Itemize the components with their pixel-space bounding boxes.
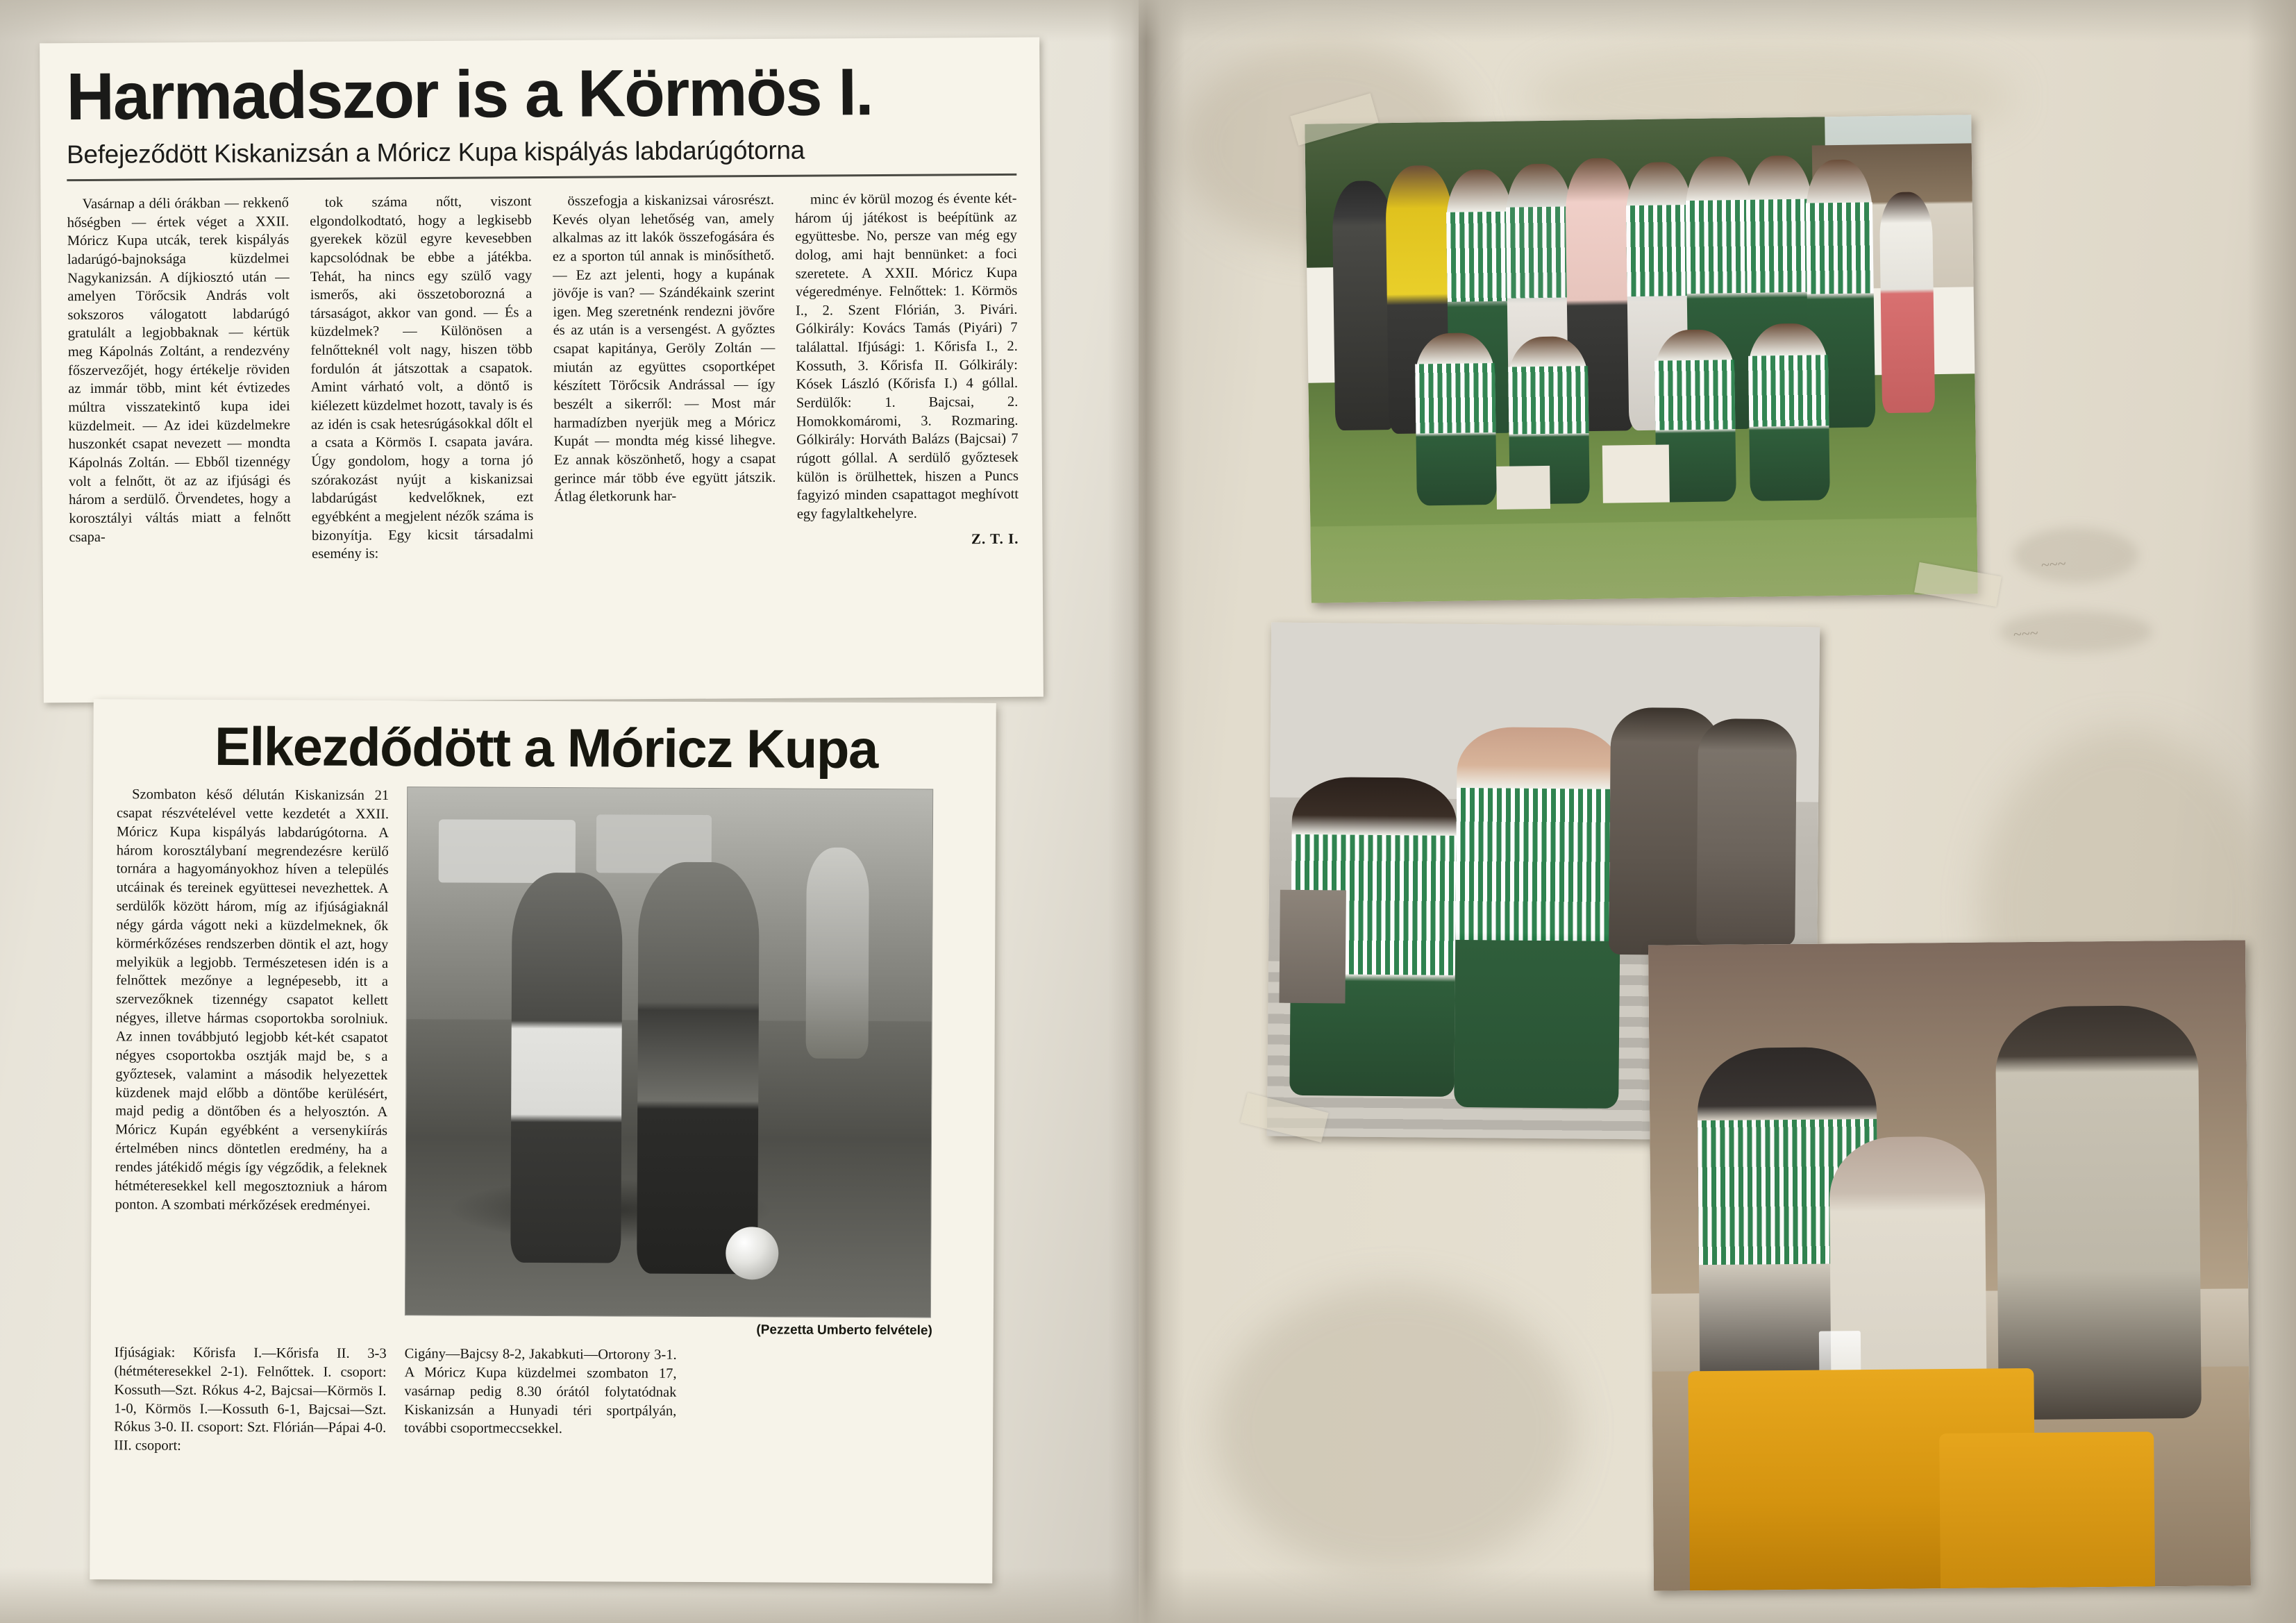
chair xyxy=(1939,1431,2156,1588)
pencil-mark: ~~~ xyxy=(2013,623,2039,644)
second-article-title: Elkezdődött a Móricz Kupa xyxy=(214,715,878,780)
page-title: Harmadszor is a Körmös I. xyxy=(66,55,873,135)
person-background xyxy=(1696,718,1797,945)
article-clipping-main xyxy=(40,37,1044,703)
album-right-edge xyxy=(2247,0,2296,1623)
article-signature: Z. T. I. xyxy=(971,530,1019,547)
article-column xyxy=(310,192,534,564)
article-column xyxy=(795,190,1019,561)
paragraph: Vasárnap a déli órákban — rekkenő hőségben — értek véget a XXII. Móricz Kupa utcák, terek kispályás ladarúgó-bajnoksága küzdelmei Nagykanizsán. A díjkiosztó után — amelyen Törőcsik András volt sokszoros válogatott labdarúgó gratulált a legjobbaknak — kértük meg Kápolnás Zoltánt, a rendezvény főszervezőjét, hogy értékelje röviden az immár több, mint két évtizedes múltra visszatekintő kupa idei küzdelmeit. — Az idei küzdelmekre huszonkét csapat nevezett — mondta Kápolnás Zoltán. — Ebből tizennégy volt a felnőtt, öt az az ifjúsági és három a serdülő. Örvendetes, hogy a korosztályi váltás miatt a felnőtt csapa- xyxy=(67,195,291,545)
divider xyxy=(67,174,1016,181)
equipment xyxy=(1279,889,1346,1003)
album-gutter xyxy=(1108,0,1184,1623)
photo-credit: (Pezzetta Umberto felvétele) xyxy=(756,1322,932,1338)
person-standing xyxy=(1454,727,1622,1109)
results-column-right: Cigány—Bajcsy 8-2, Jakabkuti—Ortorony 3-1. A Móricz Kupa küzdelmei szombaton 17, vasárnap pedig 8.30 órától folytatódnak Kiskanizsán a Hunyadi téri sportpályán, további csoportmeccsekkel. xyxy=(404,1346,677,1437)
paragraph: minc év körül mozog és évente két-három új játékost is beépítünk az együttesbe. No, persze van még egy dolog, ami hajt bennünket: a foci szeretete. A XXII. Móricz Kupa végeredménye. Felnőttek: 1. Körmös I., 2. Szent Flórián, 3. Pivári. Gólkirály: Kovács Tamás (Piyári) 7 találattal. Ifjúsági: 1. Kőrisfa I., 2. Kossuth, 3. Kőrisfa II. Gólkirály: Kósek László (Kőrisfa I.) 4 góllal. Serdülők: 1. Bajcsai, 2. Homokkomáromi, 3. Rozmaring. Gólkirály: Horváth Balázs (Bajcsai) 7 rúgott góllal. A serdülő győztesek külön is örülhettek, hiszen a Puncs fagyizó minden csapattagot meghívott egy fagylaltkehelyre. xyxy=(795,190,1019,522)
pencil-mark: ~~~ xyxy=(2041,554,2067,574)
results-column-left: Ifjúságiak: Kőrisfa I.—Kőrisfa II. 3-3 (hétméteresekkel 2-1). Felnőttek. I. csoport: Kossuth—Szt. Rókus 4-2, Bajcsai—Körmös I. 1-0, Körmös I.—Kossuth 6-1, Bajcsai—Szt. Rókus 3-0. II. csoport: Szt. Flórián—Pápai 4-0. III. csoport: xyxy=(114,1345,387,1454)
scuff-mark xyxy=(2013,528,2138,583)
paper-sheet xyxy=(1602,445,1670,503)
article-column xyxy=(67,194,291,565)
article-column xyxy=(552,191,776,562)
child-bystander xyxy=(1879,192,1935,413)
second-article-column xyxy=(115,785,389,1336)
paragraph: Szombaton késő délután Kiskanizsán 21 csapat részvételével vette kezdetét a XXII. Móricz Kupa kispályás labdarúgótorna. A három korosztálybaní megrendezésre kerülő tornára a hagyományokhoz híven a település utcáinak és tereinek együttesei nevezhettek. A serdülők között három, míg az ifjúságiaknál négy gárda vágott neki a küzdelmeknek, ők körmérkőzéses rendszerben döntik el azt, hogy melyikük a legjobb. Természetesen idén is a felnőttek mezőnye a legnépesebb, itt a szervezőknek tizennégy csapatot kellett négyes, illetve hármas csoportokba sorolniuk. Az innen továbbjutó legjobb két-két csapatot négyes csoportokba osztják majd be, s a győztesek, valamint a második helyezettek küzdenek majd előbb a döntőbe kerülésért, majd pedig a döntőben és a helyosztón. A Móricz Kupán egyébként a versenykiírás értelmében nincs döntetlen eredmény, ha a rendes játékidő mégis így végződik, a feleknek hétméteresekkel kell megosztozniuk a három ponton. A szombati mérkőzések eredményei. xyxy=(115,787,389,1213)
article-body xyxy=(67,190,1019,565)
match-action-photo xyxy=(405,787,933,1318)
dinner-photo xyxy=(1648,940,2251,1590)
player-crouching xyxy=(1414,333,1497,506)
paragraph: tok száma nőtt, viszont elgondolkodtató, hogy a legkisebb gyerekek közül egyre kevesebben kapcsolódnak be ebbe a játékba. Tehát, ha nincs egy szülő vagy ismerős, aki összetoborozná a társaságot, akkor van gond. — És a küzdelmek? — Különösen a felnőtteknél volt nagy, hiszen több fordulón át játszottak a csapatok. Amint várható volt, a döntő is kiélezett küzdelmet hozott, tavaly is és az idén is csak hetesrúgásokkal dőlt el a csata a Körmös I. csapata javára. Úgy gondolom, hogy a torna jó szórakozást nyújt a kiskanizsai labdarúgást kedvelőknek, ezt egyébként a megjelent nézők száma is bizonyítja. Egy kicsit társadalmi esemény is: xyxy=(310,194,534,562)
paragraph: összefogja a kiskanizsai városrészt. Kevés olyan lehetőség van, amely alkalmas az itt lakók összefogására és ez a sporton túl annak is minősíthető. — Ez azt jelenti, hogy a kupának jövője is van? — Szándékaink szerint igen. Meg szeretnénk rendezni jövőre és az után is a versengést. A győztes csapat kapitánya, Geröly Zoltán — miután az együttes csoportképet készített Törőcsik Andrással — így beszélt a sikerről: — Most már harmadízben nyerjük meg a Móricz Kupát — mondta még kissé lihegve. Ez annak köszönhető, hogy a csapat gerince már több éve együtt játszik. Átlag életkorunk har- xyxy=(552,192,776,505)
album-top-edge xyxy=(0,0,2296,42)
team-photo xyxy=(1305,115,1978,603)
article-clipping-second xyxy=(90,699,996,1583)
player-crouching xyxy=(1748,323,1830,501)
article-subhead: Befejeződött Kiskanizsán a Móricz Kupa kispályás labdarúgótorna xyxy=(66,135,805,169)
person-elderly-man xyxy=(1995,1005,2202,1420)
football-icon xyxy=(726,1227,778,1279)
paper-sheet xyxy=(1496,466,1550,510)
article-photo-block xyxy=(405,787,935,1338)
